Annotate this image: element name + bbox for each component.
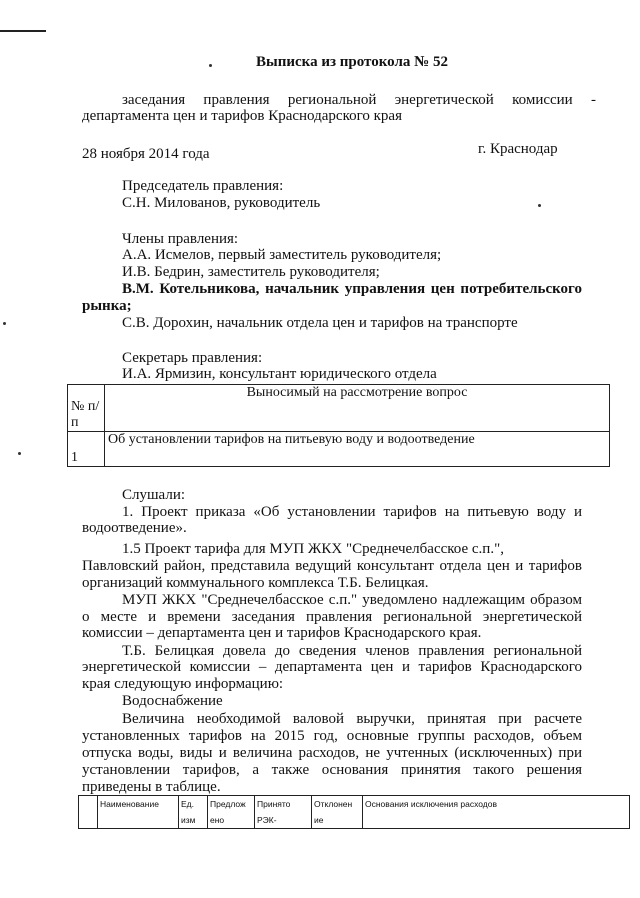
member-item: рынка;	[82, 298, 132, 314]
expense-header-deviation: Отклонен ие	[312, 796, 363, 829]
expense-blank-cell	[79, 796, 98, 829]
paragraph-line: о месте и времени заседания правления региональной энергетической	[82, 609, 582, 625]
paragraph-line: Т.Б. Белицкая довела до сведения членов правления региональной	[122, 643, 582, 659]
scan-artifact-dot	[209, 64, 212, 67]
paragraph-line: отпуска воды, виды и величина расходов, не учтенных (исключенных) при	[82, 745, 582, 761]
paragraph-line: Павловский район, представила ведущий консультант отдела цен и тарифов	[82, 558, 582, 574]
document-title: Выписка из протокола № 52	[256, 54, 448, 70]
table-row	[79, 796, 630, 829]
paragraph-line: энергетической комиссии – департамента цен и тарифов Краснодарского	[82, 659, 582, 675]
chairman-heading: Председатель правления:	[122, 178, 284, 194]
paragraph-line: установленных тарифов на 2015 год, основные группы расходов, объем	[82, 728, 582, 744]
chairman: С.Н. Милованов, руководитель	[122, 195, 321, 211]
paragraph-line: МУП ЖКХ "Среднечелбасское с.п." уведомлено надлежащим образом	[122, 592, 582, 608]
expense-header-name: Наименование	[98, 796, 179, 829]
agenda-header-question: Выносимый на рассмотрение вопрос	[105, 385, 610, 432]
paragraph-line: приведены в таблице.	[82, 779, 221, 795]
expense-table	[78, 795, 630, 829]
intro-line-1: заседания правления региональной энергетической комиссии -	[122, 92, 596, 108]
agenda-table	[67, 384, 610, 467]
expense-header-reason: Основания исключения расходов	[363, 796, 630, 829]
scan-artifact-line	[0, 30, 46, 32]
paragraph-line: края следующую информацию:	[82, 676, 284, 692]
member-item: А.А. Исмелов, первый заместитель руководителя;	[122, 247, 442, 263]
secretary-heading: Секретарь правления:	[122, 350, 263, 366]
paragraph-line: водоотведение».	[82, 520, 187, 536]
agenda-row-question: Об установлении тарифов на питьевую воду и водоотведение	[105, 432, 610, 467]
member-item: В.М. Котельникова, начальник управления цен потребительского	[122, 281, 582, 297]
document-city: г. Краснодар	[478, 141, 558, 157]
paragraph-line: Величина необходимой валовой выручки, принятая при расчете	[122, 711, 582, 727]
scan-artifact-dot	[3, 322, 6, 325]
intro-line-2: департамента цен и тарифов Краснодарского края	[82, 108, 402, 124]
members-heading: Члены правления:	[122, 231, 239, 247]
agenda-header-num: № п/п	[68, 385, 105, 432]
member-item: И.В. Бедрин, заместитель руководителя;	[122, 264, 380, 280]
section-heading: Водоснабжение	[122, 693, 223, 709]
paragraph-line: 1. Проект приказа «Об установлении тарифов на питьевую воду и	[122, 504, 582, 520]
member-item: С.В. Дорохин, начальник отдела цен и тарифов на транспорте	[122, 315, 518, 331]
scan-artifact-dot	[538, 204, 541, 207]
expense-header-proposed: Предлож ено	[208, 796, 255, 829]
scan-artifact-dot	[18, 452, 21, 455]
table-row	[68, 385, 610, 432]
expense-header-unit: Ед. изм	[179, 796, 208, 829]
heard-heading: Слушали:	[122, 487, 186, 503]
paragraph-line: организаций коммунального комплекса Т.Б. Белицкая.	[82, 575, 429, 591]
paragraph-line: комиссии – департамента цен и тарифов Краснодарского края.	[82, 625, 482, 641]
agenda-row-num: 1	[68, 432, 105, 467]
expense-header-accepted: Принято РЭК-	[255, 796, 312, 829]
table-row	[68, 432, 610, 467]
paragraph-line: установлении тарифов, а также основания принятия такого решения	[82, 762, 582, 778]
document-date: 28 ноября 2014 года	[82, 146, 210, 162]
paragraph-line: 1.5 Проект тарифа для МУП ЖКХ "Среднечелбасское с.п.",	[122, 541, 504, 557]
secretary: И.А. Ярмизин, консультант юридического отдела	[122, 366, 437, 382]
